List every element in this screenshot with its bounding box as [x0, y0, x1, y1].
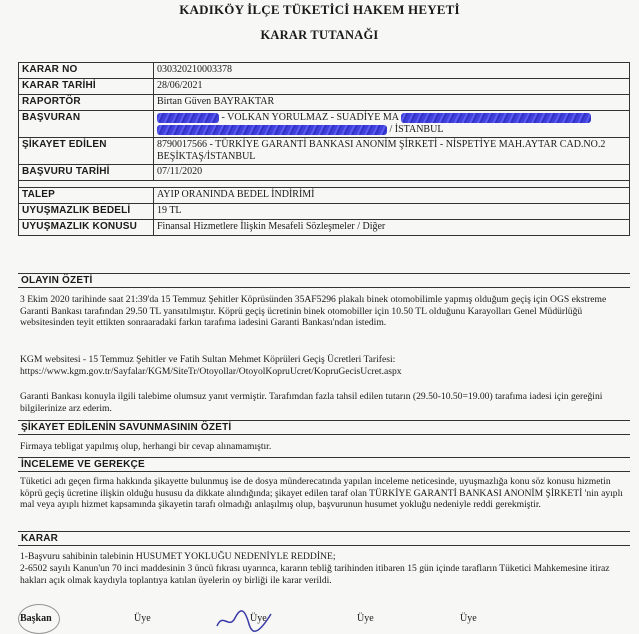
olayin-ozeti-p2: KGM websitesi - 15 Temmuz Şehitler ve Fatih Sultan Mehmet Köprüleri Geçiş Ücretleri Tarifesi: https://www.kgm.gov.tr/Sayfalar/KGM/SiteTr/Otoyollar/OtoyolKopruUcret/KopruGecisUcret.aspx [20, 354, 402, 377]
uye1-signature: Üye [134, 613, 151, 624]
basvuran-label: BAŞVURAN [19, 111, 154, 138]
karar-heading: KARAR [18, 531, 630, 546]
karar-no-label: KARAR NO [19, 63, 154, 79]
basvuran-city: / İSTANBUL [389, 124, 444, 135]
signature-row [0, 611, 639, 632]
olayin-ozeti-p1: 3 Ekim 2020 tarihinde saat 21:39'da 15 Temmuz Şehitler Köprüsünden 35AF5296 plakalı binek otomobilimle yapmış olduğum geçiş için OGS ekstreme Garanti Bankası tarafından 29.50 TL yansıtılmıştır. Köprü geçiş ücretinin binek otomobiller için 10.50 TL olduğunu Karayolları Genel Müdürlüğü websitesinden teyit ettikten sonraaradaki farkın tarafıma iadesini Garanti Bankası'ndan istedim. [20, 294, 607, 328]
basvuru-tarihi-value: 07/11/2020 [154, 165, 630, 181]
uye4-signature: Üye [460, 613, 477, 624]
olayin-ozeti-heading: OLAYIN ÖZETİ [18, 273, 630, 288]
uye3-signature: Üye [357, 613, 374, 624]
karar-tarihi-value: 28/06/2021 [154, 79, 630, 95]
uyusmazlik-bedeli-label: UYUŞMAZLIK BEDELİ [19, 204, 154, 220]
savunma-text: Firmaya tebligat yapılmış olup, herhangi bir cevap alınamamıştır. [20, 441, 272, 452]
document-title: KADIKÖY İLÇE TÜKETİCİ HAKEM HEYETİ [179, 2, 460, 17]
karar-no-value: 030320210003378 [154, 63, 630, 79]
sikayet-edilen-label: ŞİKAYET EDİLEN [19, 138, 154, 165]
redaction-mark [401, 113, 591, 123]
basvuru-tarihi-label: BAŞVURU TARİHİ [19, 165, 154, 181]
uyusmazlik-konusu-value: Finansal Hizmetlere İlişkin Mesafeli Sözleşmeler / Diğer [154, 220, 630, 236]
olayin-ozeti-p3: Garanti Bankası konuyla ilgili talebime olumsuz yanıt vermiştir. Tarafımdan fazla tahsil edilen tutarın (29.50-10.50=19.00) tarafıma iadesi için gereğini bilgilerinize arz ederim. [20, 391, 603, 414]
raportor-label: RAPORTÖR [19, 95, 154, 111]
document-subtitle: KARAR TUTANAĞI [260, 28, 379, 42]
sikayet-edilen-value: 8790017566 - TÜRKİYE GARANTİ BANKASI ANONİM ŞİRKETİ - NİSPETİYE MAH.AYTAR CAD.NO.2 BEŞİKTAŞ/İSTANBUL [154, 138, 630, 165]
inceleme-heading: İNCELEME VE GEREKÇE [18, 457, 630, 472]
karar-line2: 2-6502 sayılı Kanun'un 70 inci maddesinin 3 üncü fıkrası uyarınca, kararın tebliğ tarihinden itibaren 15 gün içinde tarafların Tüketici Mahkemesine itiraz hakları açık olmak kaydıyla toplantıya katılan üyelerin oy birliği ile karar verildi. [20, 563, 610, 586]
talep-label: TALEP [19, 188, 154, 204]
baskan-signature: Başkan [20, 613, 52, 624]
info-table [18, 62, 630, 236]
karar-tarihi-label: KARAR TARİHİ [19, 79, 154, 95]
karar-line1: 1-Başvuru sahibinin talebinin HUSUMET YOKLUĞU NEDENİYLE REDDİNE; [20, 551, 336, 562]
redaction-mark [157, 125, 387, 135]
uye2-signature: Üye [250, 613, 267, 624]
basvuran-value [154, 111, 630, 138]
uyusmazlik-konusu-label: UYUŞMAZLIK KONUSU [19, 220, 154, 236]
uyusmazlik-bedeli-value: 19 TL [154, 204, 630, 220]
savunma-heading: ŞİKAYET EDİLENİN SAVUNMASININ ÖZETİ [18, 420, 630, 435]
raportor-value: Birtan Güven BAYRAKTAR [154, 95, 630, 111]
redaction-mark [157, 113, 219, 123]
basvuran-name: - VOLKAN YORULMAZ - SUADİYE MA [221, 112, 399, 123]
inceleme-text: Tüketici adı geçen firma hakkında şikayette bulunmuş ise de dosya münderecatında yapılan inceleme neticesinde, uyuşmazlığa konu söz konusu hizmetin köprü geçiş ücretine ilişkin olduğu hususu da dikkate alındığında; şikayet edilen taraf olan TÜRKİYE GARANTİ BANKASI ANONİM ŞİRKETİ 'nin ayıplı mal veya ayıplı hizmet kapsamında şikayetin tarafı olmadığı anlaşılmış olup, başvurunun husumet yokluğu nedeniyle reddi gerekmiştir. [20, 476, 623, 510]
talep-value: AYIP ORANINDA BEDEL İNDİRİMİ [154, 188, 630, 204]
